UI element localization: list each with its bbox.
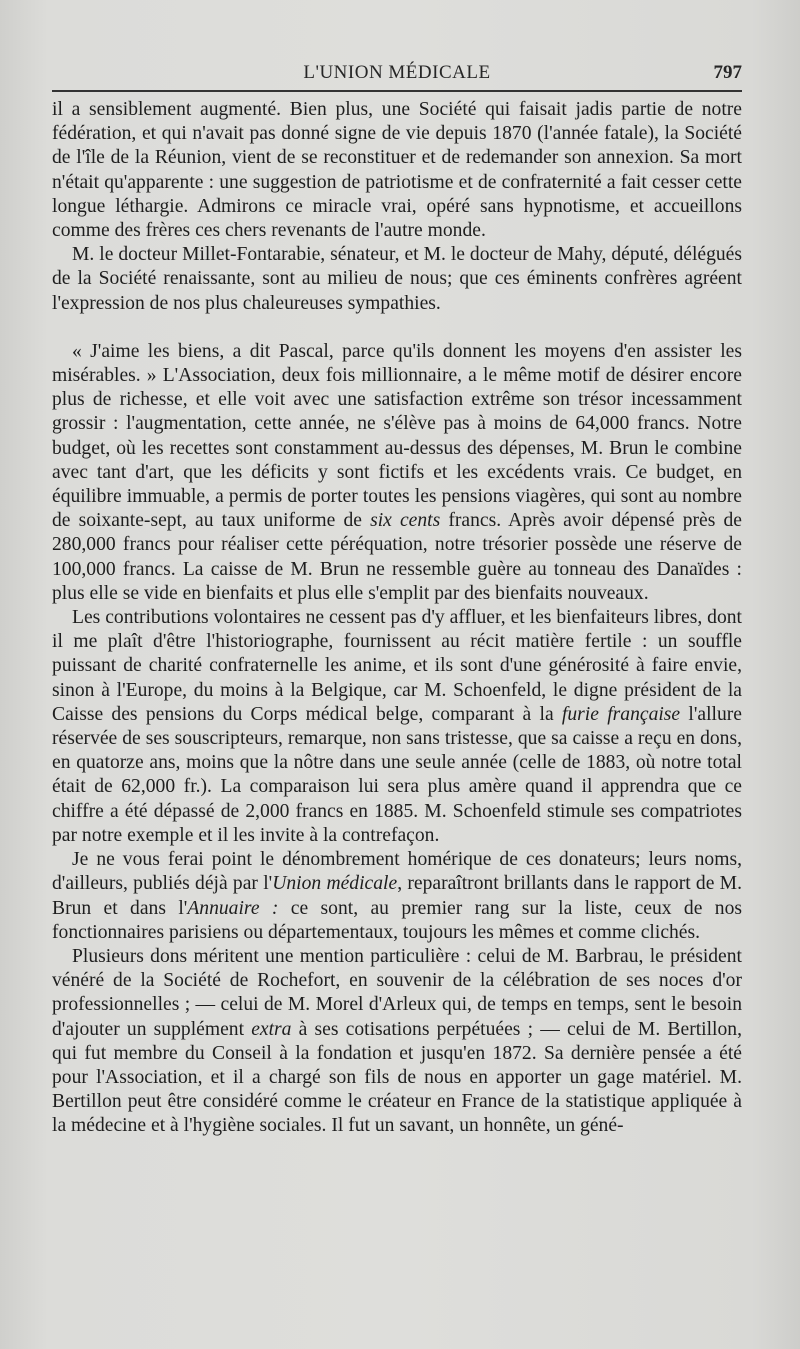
text-run: ce sont, au premier rang sur la liste, ceux de nos fonctionnaires parisiens ou départementaux, toujours les mêmes et comme clichés. — [52, 897, 742, 943]
italic-text: Union médicale — [272, 873, 398, 895]
text-run: Plusieurs dons méritent une mention particulière : celui de M. Barbrau, le président vénéré de la Société de Rochefort, en souvenir de la célébration de ses noces d'or professionnelles ; — celui de M. Morel d'Arleux qui, de temps en temps, sent le besoin d'ajouter un supplément — [52, 945, 742, 1040]
italic-text: Annuaire : — [187, 897, 279, 919]
italic-text: extra — [251, 1018, 292, 1040]
text-run: il a sensiblement augmenté. Bien plus, une Société qui faisait jadis partie de notre fédération, et qui n'avait pas donné signe de vie depuis 1870 (l'année fatale), la Société de l'île de la Réunion, vient de se reconstituer et de redemander son annexion. Sa mort n'était qu'apparente : une suggestion de patriotisme et de confraternité a fait cesser cette longue léthargie. Admirons ce miracle vrai, opéré sans hypnotisme, et accueillons comme des frères ces chers revenants de l'autre monde. — [52, 99, 742, 242]
paragraph — [52, 340, 742, 606]
paragraph — [52, 98, 742, 243]
paragraph — [52, 945, 742, 1139]
italic-text: furie française — [561, 703, 681, 725]
text-run: francs. Après avoir dépensé près de 280,000 francs pour réaliser cette péréquation, notre trésorier possède une réserve de 100,000 francs. La caisse de M. Brun ne ressemble guère au tonneau des Danaïdes : plus elle se vide en bienfaits et plus elle s'emplit par des bienfaits nouveaux. — [52, 510, 742, 604]
text-run: à ses cotisations perpétuées ; — celui de M. Bertillon, qui fut membre du Conseil à la fondation et jusqu'en 1872. Sa dernière pensée a été pour l'Association, et il a chargé son fils de nous en apporter un gage matériel. M. Bertillon peut être considéré comme le créateur en France de la statistique appliquée à la médecine et à l'hygiène sociales. Il fut un savant, un honnête, un géné- — [52, 1018, 742, 1137]
body-text — [52, 98, 742, 1139]
paragraph — [52, 243, 742, 316]
running-head: L'UNION MÉDICALE — [303, 62, 491, 83]
page-header — [52, 56, 742, 90]
text-run: Je ne vous ferai point le dénombrement homérique de ces donateurs; leurs noms, d'ailleurs, publiés déjà par l' — [52, 849, 742, 895]
paragraph — [52, 848, 742, 945]
text-run: l'allure réservée de ses souscripteurs, remarque, non sans tristesse, que sa caisse a reçu en dons, en quatorze ans, moins que la nôtre dans une seule année (celle de 1883, où notre total était de 62,000 fr.). La comparaison lui sera plus amère quand il apprendra que ce chiffre a été dépassé de 2,000 francs en 1885. M. Schoenfeld stimule ses compatriotes par notre exemple et il les invite à la contrefaçon. — [52, 703, 742, 846]
paragraph — [52, 606, 742, 848]
text-run: , reparaîtront brillants dans le rapport de M. Brun et dans l' — [52, 873, 743, 919]
header-rule — [52, 90, 742, 92]
text-run: « J'aime les biens, a dit Pascal, parce qu'ils donnent les moyens d'en assister les misérables. » L'Association, deux fois millionnaire, a le même motif de désirer encore plus de richesse, et elle voit avec une satisfaction extrême son trésor incessamment grossir : l'augmentation, cette année, ne s'élève pas à moins de 64,000 francs. Notre budget, où les recettes sont constamment au-dessus des dépenses, M. Brun le combine avec tant d'art, que les déficits y sont fictifs et les excédents vrais. Ce budget, en équilibre immuable, a permis de porter toutes les pensions viagères, qui sont au nombre de soixante-sept, au taux uniforme de — [52, 340, 742, 532]
text-run: M. le docteur Millet-Fontarabie, sénateur, et M. le docteur de Mahy, député, délégués de la Société renaissante, sont au milieu de nous; que ces éminents confrères agréent l'expression de nos plus chaleureuses sympathies. — [52, 244, 742, 314]
page-number: 797 — [713, 62, 742, 83]
text-run: Les contributions volontaires ne cessent pas d'y affluer, et les bienfaiteurs libres, dont il me plaît d'être l'historiographe, fournissent au récit matière fertile : un souffle puissant de charité confraternelle les anime, et ils sont d'une générosité à faire envie, sinon à l'Europe, du moins à la Belgique, car M. Schoenfeld, le digne président de la Caisse des pensions du Corps médical belge, comparant à la — [52, 607, 742, 725]
italic-text: six cents — [370, 510, 441, 532]
